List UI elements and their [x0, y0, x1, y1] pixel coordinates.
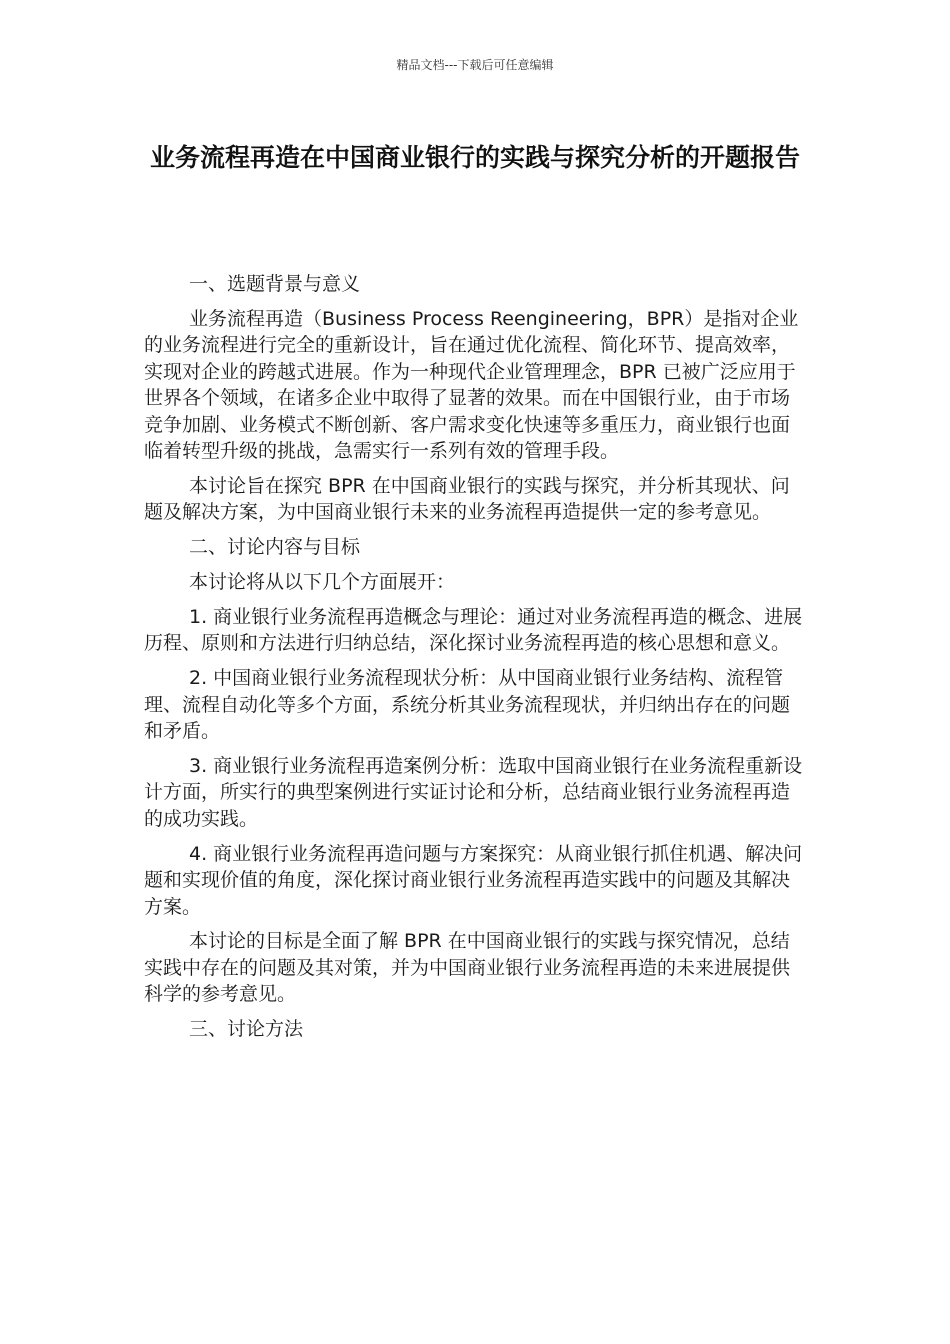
page-header: 精品文档---下载后可任意编辑 — [396, 58, 554, 72]
section-heading-content: 二、讨论内容与目标 — [189, 536, 361, 559]
list-item-problems-solutions: 4. 商业银行业务流程再造问题与方案探究：从商业银行抓住机遇、解决问题和实现价值的角度，深化探讨商业银行业务流程再造实践中的问题及其解决方案。 — [144, 842, 803, 918]
section-heading-method: 三、讨论方法 — [189, 1018, 304, 1041]
list-item-case-analysis: 3. 商业银行业务流程再造案例分析：选取中国商业银行在业务流程重新设计方面，所实行的典型案例进行实证讨论和分析，总结商业银行业务流程再造的成功实践。 — [144, 755, 803, 830]
section-heading-background: 一、选题背景与意义 — [189, 273, 361, 295]
paragraph-study-purpose: 本讨论旨在探究 BPR 在中国商业银行的实践与探究，并分析其现状、问题及解决方案，为中国商业银行未来的业务流程再造提供一定的参考意见。 — [144, 474, 790, 524]
paragraph-intro-aspects: 本讨论将从以下几个方面展开： — [189, 571, 456, 594]
document-title: 业务流程再造在中国商业银行的实践与探究分析的开题报告 — [149, 143, 800, 172]
document-body — [144, 271, 808, 1051]
list-item-status-analysis: 2. 中国商业银行业务流程现状分析：从中国商业银行业务结构、流程管理、流程自动化等多个方面，系统分析其业务流程现状，并归纳出存在的问题和矛盾。 — [144, 667, 791, 743]
paragraph-bpr-definition: 业务流程再造（Business Process Reengineering，BPR）是指对企业的业务流程进行完全的重新设计，旨在通过优化流程、简化环节、提高效率，实现对企业的跨越式进展。作为一种现代企业管理理念，BPR 已被广泛应用于世界各个领域，在诸多企业中取得了显著的效果。而在中国银行业，由于市场竞争加剧、业务模式不断创新、客户需求变化快速等多重压力，商业银行也面临着转型升级的挑战，急需实行一系列有效的管理手段。 — [144, 307, 799, 462]
paragraph-study-goal: 本讨论的目标是全面了解 BPR 在中国商业银行的实践与探究情况，总结实践中存在的问题及其对策，并为中国商业银行业务流程再造的未来进展提供科学的参考意见。 — [144, 930, 791, 1006]
list-item-concept-theory: 1. 商业银行业务流程再造概念与理论：通过对业务流程再造的概念、进展历程、原则和方法进行归纳总结，深化探讨业务流程再造的核心思想和意义。 — [144, 605, 803, 655]
